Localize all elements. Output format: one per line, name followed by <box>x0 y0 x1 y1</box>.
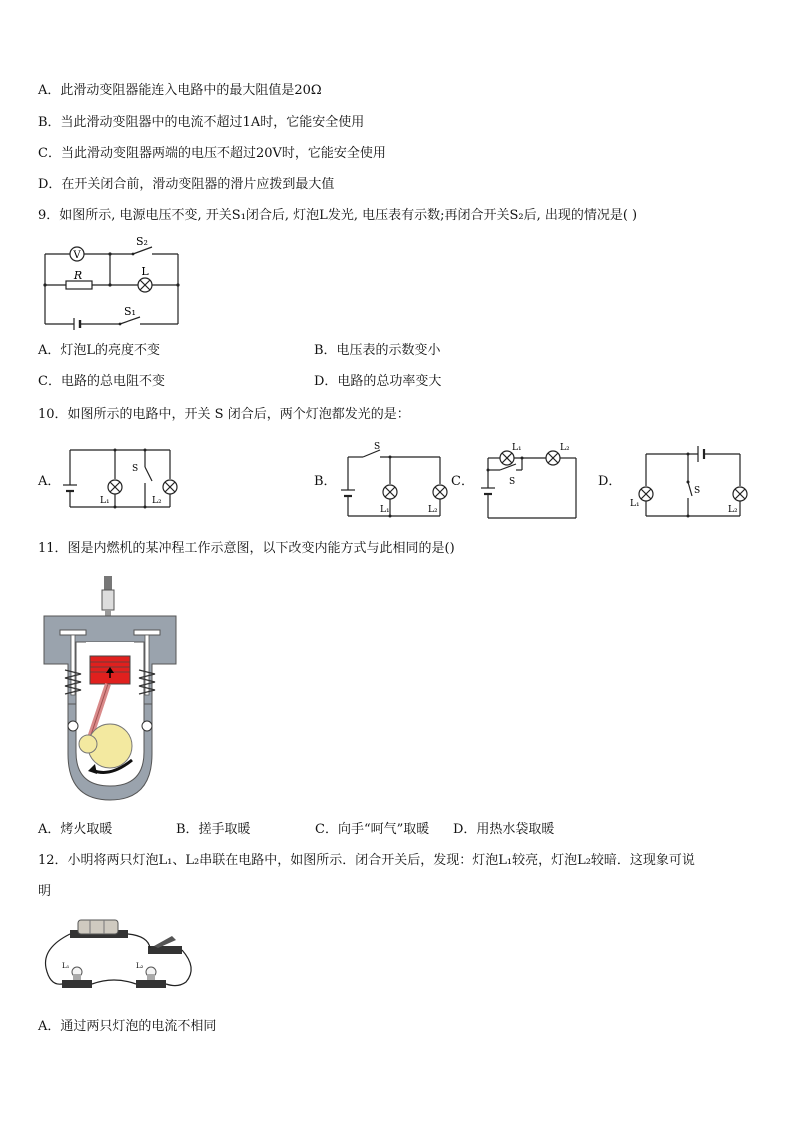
q10-circuit-d <box>624 442 750 522</box>
q11-option-d: D．用热水袋取暖 <box>453 822 555 837</box>
q8-option-a: A．此滑动变阻器能连入电路中的最大阻值是20Ω <box>38 83 322 98</box>
resistor-label: R <box>73 269 83 282</box>
q9-stem: 9．如图所示, 电源电压不变, 开关S₁闭合后, 灯泡L发光, 电压表有示数;再闭合开关S₂后, 出现的情况是( ) <box>38 208 638 223</box>
q10-stem: 10．如图所示的电路中，开关 S 闭合后，两个灯泡都发光的是： <box>38 407 410 422</box>
q12-series-circuit-photo <box>40 916 200 998</box>
q10d-lamp2-label: L₂ <box>728 505 738 515</box>
engine-compression-stroke-diagram <box>40 574 180 806</box>
q8-option-c: C．当此滑动变阻器两端的电压不超过20V时，它能安全使用 <box>38 146 386 161</box>
q10b-switch-label: S <box>374 442 381 452</box>
q11-option-b: B．搓手取暖 <box>176 822 251 837</box>
q10a-switch-label: S <box>132 464 139 474</box>
q8-option-b: B．当此滑动变阻器中的电流不超过1A时，它能安全使用 <box>38 115 365 130</box>
q9-option-d: D．电路的总功率变大 <box>314 374 442 389</box>
q9-option-a: A．灯泡L的亮度不变 <box>38 343 161 358</box>
q12-stem-line1: 12．小明将两只灯泡L₁、L₂串联在电路中，如图所示．闭合开关后，发现：灯泡L₁较亮，灯泡L₂较暗．这现象可说 <box>38 853 695 868</box>
q11-option-a: A．烤火取暖 <box>38 822 113 837</box>
q10c-switch-label: S <box>509 477 516 487</box>
q9-option-c: C．电路的总电阻不变 <box>38 374 165 389</box>
q10c-lamp1-label: L₁ <box>512 443 522 453</box>
q11-stem: 11．图是内燃机的某冲程工作示意图，以下改变内能方式与此相同的是() <box>38 541 455 556</box>
q10-option-c-letter: C． <box>451 474 474 489</box>
q10a-lamp1-label: L₁ <box>100 496 110 506</box>
q12-option-a: A．通过两只灯泡的电流不相同 <box>38 1019 217 1034</box>
q12-stem-line2: 明 <box>38 884 52 899</box>
q10-option-b-letter: B． <box>314 474 337 489</box>
q10a-lamp2-label: L₂ <box>152 496 162 506</box>
q10b-lamp1-label: L₁ <box>380 505 390 515</box>
voltmeter-label: V <box>73 250 81 261</box>
q10-option-a-letter: A． <box>38 474 61 489</box>
q10-circuit-a <box>60 445 182 513</box>
q10d-lamp1-label: L₁ <box>630 499 640 509</box>
q12-lamp2-label: L₂ <box>136 962 144 970</box>
q10d-switch-label: S <box>694 486 701 496</box>
switch1-label: S₁ <box>124 305 136 318</box>
lamp-label: L <box>141 265 149 278</box>
q8-option-d: D．在开关闭合前，滑动变阻器的滑片应拨到最大值 <box>38 177 335 192</box>
q10b-lamp2-label: L₂ <box>428 505 438 515</box>
q10c-lamp2-label: L₂ <box>560 443 570 453</box>
q10-option-d-letter: D． <box>598 474 622 489</box>
q10-circuit-b <box>338 440 448 520</box>
q9-option-b: B．电压表的示数变小 <box>314 343 441 358</box>
q12-lamp1-label: L₁ <box>62 962 70 970</box>
q11-option-c: C．向手“呵气”取暖 <box>315 822 430 837</box>
q9-circuit-diagram <box>40 234 185 330</box>
q10-circuit-c <box>476 442 582 522</box>
switch2-label: S₂ <box>136 235 148 248</box>
